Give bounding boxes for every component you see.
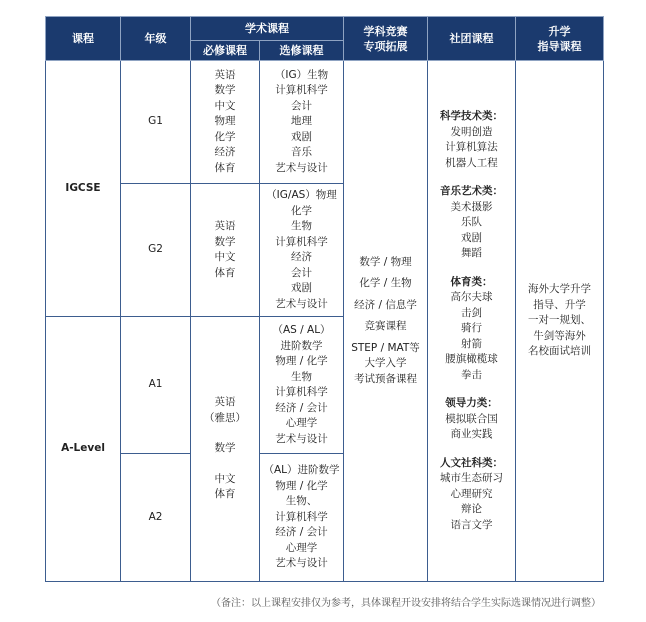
list-item: 音乐 (291, 146, 312, 159)
header-competition-line2: 专项拓展 (363, 39, 408, 53)
list-item: 心理学 (285, 541, 318, 554)
list-item: 数学 (214, 84, 236, 97)
club-group-title: 领导力类： (445, 397, 498, 409)
list-item: （AL）进阶数学 (263, 464, 340, 477)
header-row (46, 17, 604, 41)
club-item: 商业实践 (450, 428, 493, 440)
competition-line: 数学 / 物理 (359, 255, 412, 268)
list-item: 生物 (291, 220, 312, 232)
list-item: 物理 / 化学 (275, 355, 328, 367)
club-item: 辩论 (461, 503, 482, 515)
club-item: 腰旗橄榄球 (445, 353, 498, 365)
list-item: 经济 (291, 251, 312, 263)
club-item: 戏剧 (461, 231, 482, 244)
competition-line: STEP / MAT等 (351, 341, 420, 354)
list-item: 化学 (214, 130, 236, 143)
list-item: 生物、 (285, 495, 318, 508)
curriculum-table (45, 16, 604, 582)
grade-a2: A2 (121, 454, 191, 582)
club-group (428, 184, 515, 262)
required-alevel-item: （雅思） (204, 411, 246, 424)
competition-cell (344, 61, 428, 582)
list-item: 心理学 (285, 417, 318, 429)
list-item: 计算机科学 (275, 386, 328, 398)
footnote: （备注：以上课程安排仅为参考，具体课程开设安排将结合学生实际选课情况进行调整） (211, 598, 601, 609)
list-item: 计算机科学 (275, 84, 328, 97)
club-group (428, 396, 515, 443)
list-item: 指导、升学 (533, 298, 586, 311)
list-item: （AS / AL） (272, 324, 331, 336)
list-item: 物理 / 化学 (275, 479, 328, 492)
list-item: 地理 (291, 115, 312, 128)
guidance-cell (516, 61, 604, 582)
list-item: 戏剧 (291, 130, 312, 143)
required-g2 (191, 184, 260, 317)
program-igcse: IGCSE (46, 61, 121, 317)
list-item: 进阶数学 (280, 339, 323, 352)
list-item: 经济 / 会计 (275, 401, 328, 414)
club-item: 拳击 (461, 368, 482, 381)
competition-line: 竞赛课程 (364, 320, 407, 333)
elective-g1 (260, 61, 344, 184)
club-item: 舞蹈 (461, 247, 482, 259)
list-item: （IG）生物 (274, 68, 329, 81)
list-item: 英语 (214, 220, 236, 232)
club-item: 射箭 (461, 337, 482, 350)
list-item: 体育 (214, 161, 236, 174)
club-item: 模拟联合国 (445, 412, 498, 425)
list-item: 戏剧 (291, 282, 312, 294)
header-clubs: 社团课程 (428, 17, 516, 61)
list-item: 艺术与设计 (275, 297, 328, 310)
club-group (428, 456, 515, 534)
club-group-title: 音乐艺术类： (440, 185, 503, 197)
list-item: 数学 (214, 235, 236, 248)
header-required: 必修课程 (191, 41, 260, 61)
list-item: 中文 (214, 99, 236, 112)
competition-line: 考试预备课程 (354, 372, 417, 385)
club-item: 语言文学 (450, 518, 493, 531)
club-item: 城市生态研习 (440, 472, 503, 484)
club-item: 计算机算法 (445, 141, 498, 153)
list-item: 计算机科学 (275, 235, 328, 248)
club-item: 击剑 (461, 306, 482, 319)
header-guidance (516, 17, 604, 61)
header-elective: 选修课程 (260, 41, 344, 61)
list-item: 艺术与设计 (275, 161, 328, 174)
header-guidance-line2: 指导课程 (537, 39, 582, 53)
club-item: 骑行 (461, 322, 482, 334)
club-item: 美术摄影 (450, 200, 493, 213)
grade-a1: A1 (121, 317, 191, 454)
club-item: 发明创造 (450, 125, 493, 138)
list-item: 牛剑等海外 (533, 329, 586, 342)
required-alevel-item: 体育 (214, 488, 236, 501)
club-group (428, 275, 515, 384)
club-group-title: 科学技术类： (440, 110, 503, 122)
list-item: 中文 (214, 251, 236, 263)
competition-line: 经济 / 信息学 (354, 298, 417, 311)
list-item: 经济 / 会计 (275, 526, 328, 539)
required-alevel-item: 数学 (214, 442, 236, 455)
required-alevel (191, 317, 260, 582)
club-group-title: 体育类： (450, 275, 493, 288)
competition-line: 大学入学 (364, 357, 407, 370)
list-item: （IG/AS）物理 (266, 189, 337, 201)
list-item: 艺术与设计 (275, 557, 328, 570)
list-item: 会计 (291, 266, 312, 279)
required-alevel-item: 英语 (214, 396, 236, 409)
header-grade: 年级 (121, 17, 191, 61)
required-g1 (191, 61, 260, 184)
list-item: 艺术与设计 (275, 432, 328, 445)
list-item: 计算机科学 (275, 510, 328, 523)
list-item: 名校面试培训 (528, 345, 591, 358)
elective-a1 (260, 317, 344, 454)
table-row-g1 (46, 61, 604, 184)
list-item: 化学 (291, 204, 312, 217)
clubs-cell (428, 61, 516, 582)
grade-g2: G2 (121, 184, 191, 317)
club-group (428, 109, 515, 171)
grade-g1: G1 (121, 61, 191, 184)
list-item: 物理 (214, 115, 236, 128)
list-item: 会计 (291, 99, 312, 112)
list-item: 英语 (214, 68, 236, 81)
header-guidance-line1: 升学 (548, 24, 571, 38)
header-academic: 学术课程 (191, 17, 344, 41)
list-item: 体育 (214, 266, 236, 279)
club-item: 机器人工程 (445, 156, 498, 169)
elective-g2 (260, 184, 344, 317)
header-competition-line1: 学科竞赛 (363, 24, 408, 38)
list-item: 生物 (291, 370, 312, 383)
club-item: 心理研究 (450, 487, 493, 500)
club-group-title: 人文社科类： (440, 456, 503, 469)
club-item: 乐队 (461, 216, 482, 228)
header-competition (344, 17, 428, 61)
list-item: 一对一规划、 (528, 314, 591, 327)
curriculum-table-wrapper (45, 16, 603, 582)
elective-a2 (260, 454, 344, 582)
club-item: 高尔夫球 (450, 291, 493, 303)
list-item: 经济 (214, 146, 236, 159)
program-alevel: A-Level (46, 317, 121, 582)
required-alevel-item: 中文 (214, 472, 236, 485)
list-item: 海外大学升学 (528, 283, 591, 296)
competition-line: 化学 / 生物 (359, 277, 412, 290)
header-course: 课程 (46, 17, 121, 61)
